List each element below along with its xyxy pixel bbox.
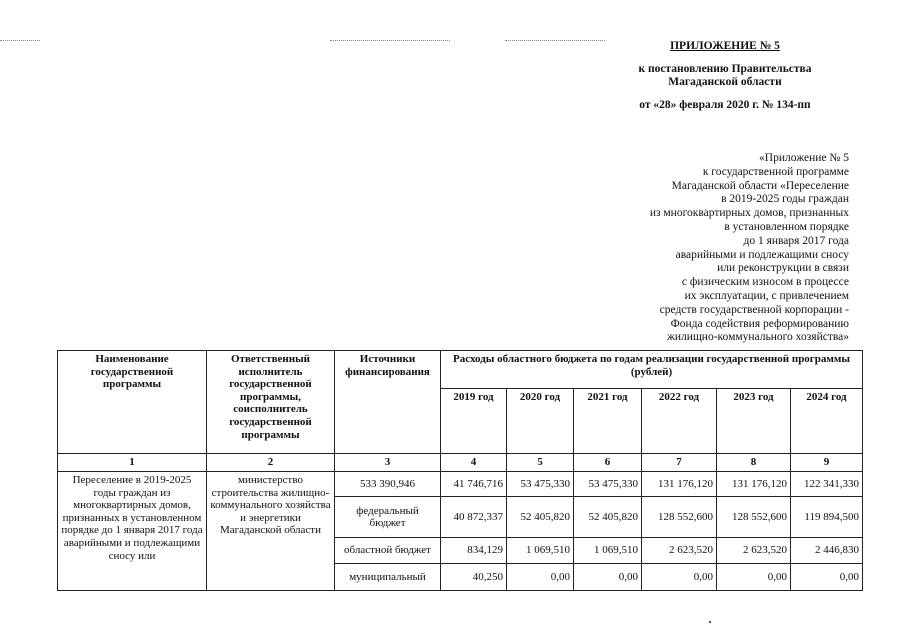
header-year: 2023 год: [717, 389, 791, 454]
scan-artifact-line: [0, 40, 40, 42]
program-name-text: Переселение в 2019-2025 годы граждан из многоквартирных домов, признанных в установленном порядке до 1 января 2017 года аварийными и подлежащими сносу или: [61, 474, 203, 562]
program-name-cell: [58, 472, 207, 591]
value-cell: 0,00: [717, 564, 791, 591]
resolution-reference: к постановлению Правительства Магаданской области: [638, 63, 812, 88]
header-year: 2019 год: [441, 389, 507, 454]
header-sources: Источники финансирования: [335, 351, 441, 454]
table-header-row: [58, 351, 863, 389]
value-cell: 128 552,600: [717, 497, 791, 537]
column-number: 6: [574, 454, 642, 472]
source-cell: муниципальный: [335, 564, 441, 591]
program-appendix-note: «Приложение № 5 к государственной программе Магаданской области «Переселение в 2019-2025 годы граждан из многоквартирных домов, признанных в установленном порядке до 1 января 2017 года аварийными и подлежащими сносу или реконструкции в связи с физическим износом в процессе их эксплуатации, с привлечением средств государственной корпорации - Фонда содействия реформированию жилищно-коммунального хозяйства»: [649, 152, 849, 344]
table-row: [58, 472, 863, 497]
value-cell: 52 405,820: [507, 497, 574, 537]
value-cell: 41 746,716: [441, 472, 507, 497]
value-cell: 40,250: [441, 564, 507, 591]
value-cell: 131 176,120: [642, 472, 717, 497]
value-cell: 0,00: [791, 564, 863, 591]
value-cell: 834,129: [441, 537, 507, 564]
header-expenses: Расходы областного бюджета по годам реализации государственной программы (рублей): [441, 351, 863, 389]
value-cell: 1 069,510: [507, 537, 574, 564]
value-cell: 119 894,500: [791, 497, 863, 537]
header-program-name: Наименование государственной программы: [58, 351, 207, 454]
value-cell: 122 341,330: [791, 472, 863, 497]
source-cell: 533 390,946: [335, 472, 441, 497]
executor-cell: министерство строительства жилищно-коммунального хозяйства и энергетики Магаданской области: [207, 472, 335, 591]
appendix-number-heading: ПРИЛОЖЕНИЕ № 5: [670, 40, 780, 52]
header-year: 2024 год: [791, 389, 863, 454]
header-executor: Ответственный исполнитель государственной программы, соисполнитель государственной программы: [207, 351, 335, 454]
header-year: 2021 год: [574, 389, 642, 454]
value-cell: 131 176,120: [717, 472, 791, 497]
column-number: 5: [507, 454, 574, 472]
value-cell: 128 552,600: [642, 497, 717, 537]
value-cell: 2 623,520: [642, 537, 717, 564]
value-cell: 2 623,520: [717, 537, 791, 564]
value-cell: 1 069,510: [574, 537, 642, 564]
column-number: 1: [58, 454, 207, 472]
resolution-date: от «28» февраля 2020 г. № 134-пп: [639, 99, 811, 111]
value-cell: 52 405,820: [574, 497, 642, 537]
column-number: 7: [642, 454, 717, 472]
source-cell: федеральный бюджет: [335, 497, 441, 537]
header-year: 2020 год: [507, 389, 574, 454]
column-number: 2: [207, 454, 335, 472]
column-number: 4: [441, 454, 507, 472]
header-year: 2022 год: [642, 389, 717, 454]
budget-table: [57, 350, 863, 591]
source-cell: областной бюджет: [335, 537, 441, 564]
value-cell: 40 872,337: [441, 497, 507, 537]
scan-speck: [709, 621, 711, 623]
column-number: 8: [717, 454, 791, 472]
value-cell: 0,00: [507, 564, 574, 591]
value-cell: 53 475,330: [507, 472, 574, 497]
value-cell: 0,00: [642, 564, 717, 591]
column-number-row: [58, 454, 863, 472]
scan-artifact-line: [505, 40, 605, 42]
column-number: 3: [335, 454, 441, 472]
column-number: 9: [791, 454, 863, 472]
value-cell: 0,00: [574, 564, 642, 591]
value-cell: 2 446,830: [791, 537, 863, 564]
value-cell: 53 475,330: [574, 472, 642, 497]
scan-artifact-line: [330, 40, 450, 42]
